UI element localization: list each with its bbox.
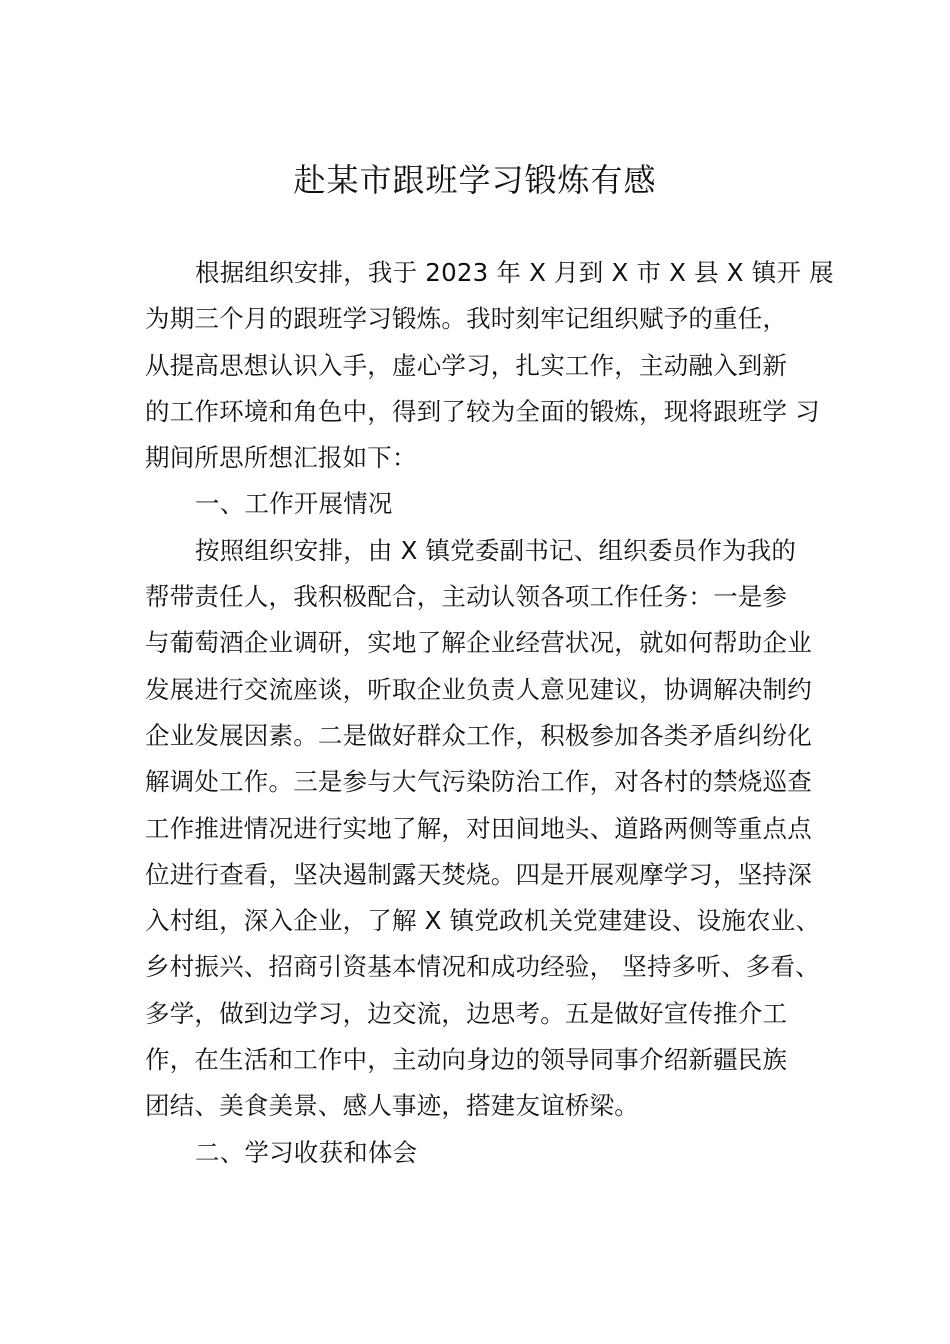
paragraph-2-line-8: 位进行查看，坚决遏制露天焚烧。四是开展观摩学习，坚持深 (145, 859, 812, 889)
paragraph-1-line-3: 从提高思想认识入手，虚心学习，扎实工作，主动融入到新 (145, 350, 788, 380)
paragraph-2-line-2: 帮带责任人，我积极配合，主动认领各项工作任务：一是参 (145, 582, 788, 612)
document-title: 赴某市跟班学习锻炼有感 (293, 161, 657, 199)
paragraph-2-line-13: 团结、美食美景、感人事迹，搭建友谊桥梁。 (145, 1091, 639, 1121)
paragraph-2-line-7: 工作推进情况进行实地了解，对田间地头、道路两侧等重点点 (145, 813, 812, 843)
paragraph-1-line-5: 期间所思所想汇报如下： (145, 443, 417, 473)
paragraph-1-line-1: 根据组织安排，我于 2023 年 X 月到 X 市 X 县 X 镇开 展 (195, 258, 834, 287)
paragraph-2-line-12: 作，在生活和工作中，主动向身边的领导同事介绍新疆民族 (145, 1045, 788, 1075)
paragraph-2-line-4: 发展进行交流座谈，听取企业负责人意见建议，协调解决制约 (145, 674, 812, 704)
paragraph-2-line-1: 按照组织安排，由 X 镇党委副书记、组织委员作为我的 (195, 535, 797, 565)
paragraph-2-line-11: 多学，做到边学习，边交流，边思考。五是做好宣传推介工 (145, 998, 788, 1028)
section-heading-2: 二、学习收获和体会 (195, 1137, 418, 1167)
paragraph-1-line-4: 的工作环境和角色中，得到了较为全面的锻炼，现将跟班学 习 (145, 396, 820, 426)
paragraph-2-line-9: 入村组，深入企业，了解 X 镇党政机关党建建设、设施农业、 (145, 906, 821, 936)
paragraph-2-line-6: 解调处工作。三是参与大气污染防治工作，对各村的禁烧巡查 (145, 767, 812, 797)
paragraph-2-line-10: 乡村振兴、招商引资基本情况和成功经验， 坚持多听、多看、 (145, 952, 820, 982)
paragraph-2-line-5: 企业发展因素。二是做好群众工作，积极参加各类矛盾纠纷化 (145, 720, 812, 750)
paragraph-2-line-3: 与葡萄酒企业调研，实地了解企业经营状况，就如何帮助企业 (145, 628, 812, 658)
paragraph-1-line-2: 为期三个月的跟班学习锻炼。我时刻牢记组织赋予的重任， (145, 304, 788, 334)
document-body (145, 250, 835, 1176)
section-heading-1: 一、工作开展情况 (195, 489, 393, 519)
